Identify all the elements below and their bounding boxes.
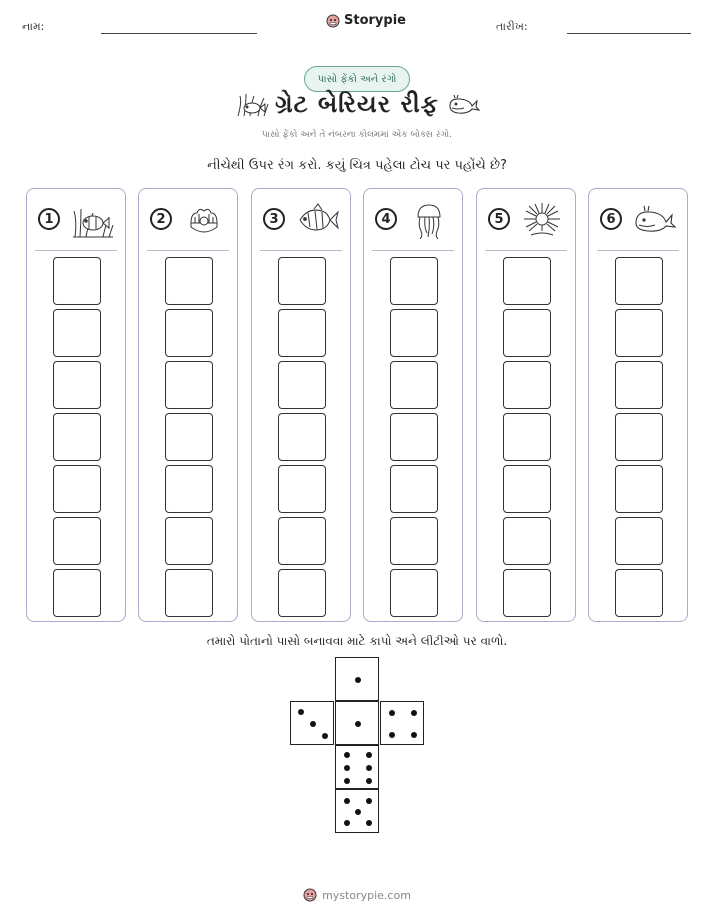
storypie-mascot-icon	[303, 888, 317, 902]
fish-icon	[294, 201, 340, 239]
column-divider	[260, 250, 342, 251]
dice-pip	[344, 765, 350, 771]
dice-pip	[366, 820, 372, 826]
page-title: ગ્રેટ બેરિયર રીફ	[275, 90, 439, 118]
name-line	[101, 33, 257, 34]
dice-pip	[344, 752, 350, 758]
color-box[interactable]	[165, 413, 213, 461]
color-box[interactable]	[390, 309, 438, 357]
name-label: નામ:	[22, 20, 45, 33]
dice-pip	[411, 710, 417, 716]
dice-face	[335, 789, 379, 833]
dice-pip	[366, 778, 372, 784]
column-header	[477, 189, 575, 251]
color-box[interactable]	[278, 309, 326, 357]
color-box[interactable]	[165, 517, 213, 565]
cut-fold-instruction: તમારો પોતાનો પાસો બનાવવા માટે કાપો અને લીટીઓ પર વાળો.	[206, 634, 508, 648]
column-number: 5	[488, 208, 510, 230]
color-box[interactable]	[390, 465, 438, 513]
color-box[interactable]	[53, 413, 101, 461]
column-number: 6	[600, 208, 622, 230]
color-box[interactable]	[615, 361, 663, 409]
color-box[interactable]	[615, 569, 663, 617]
dice-pip	[355, 809, 361, 815]
brand-logo	[326, 13, 406, 28]
color-box[interactable]	[278, 517, 326, 565]
whale-icon	[446, 94, 480, 116]
dice-pip	[366, 765, 372, 771]
clam-icon	[181, 201, 227, 239]
sea-anemone-fish-icon	[69, 201, 115, 239]
color-box[interactable]	[165, 257, 213, 305]
color-box[interactable]	[53, 517, 101, 565]
dice-pip	[366, 752, 372, 758]
color-box[interactable]	[615, 413, 663, 461]
color-box[interactable]	[165, 309, 213, 357]
color-box[interactable]	[53, 465, 101, 513]
dice-face	[290, 701, 334, 745]
color-box[interactable]	[503, 413, 551, 461]
dice-pip	[389, 732, 395, 738]
column-divider	[372, 250, 454, 251]
column-number: 1	[38, 208, 60, 230]
dice-pip	[344, 798, 350, 804]
column-divider	[147, 250, 229, 251]
color-box[interactable]	[53, 361, 101, 409]
color-box[interactable]	[278, 361, 326, 409]
column-number: 4	[375, 208, 397, 230]
dice-face	[335, 657, 379, 701]
color-box[interactable]	[503, 361, 551, 409]
footer-url[interactable]: mystorypie.com	[322, 888, 411, 902]
sea-anemone-icon	[519, 201, 565, 239]
dice-pip	[298, 709, 304, 715]
dice-column-1	[26, 188, 126, 622]
color-box[interactable]	[503, 257, 551, 305]
color-box[interactable]	[503, 569, 551, 617]
color-box[interactable]	[53, 309, 101, 357]
dice-face	[380, 701, 424, 745]
dice-pip	[355, 721, 361, 727]
question-text: નીચેથી ઉપર રંગ કરો. કયું ચિત્ર પહેલા ટોચ પર પહોંચે છે?	[207, 158, 507, 173]
color-box[interactable]	[615, 257, 663, 305]
color-box[interactable]	[390, 413, 438, 461]
dice-pip	[389, 710, 395, 716]
color-box[interactable]	[278, 413, 326, 461]
column-header	[27, 189, 125, 251]
color-box[interactable]	[390, 517, 438, 565]
dice-pip	[310, 721, 316, 727]
column-header	[252, 189, 350, 251]
dice-pip	[366, 798, 372, 804]
footer	[0, 888, 714, 902]
dice-face	[335, 745, 379, 789]
color-box[interactable]	[503, 309, 551, 357]
storypie-mascot-icon	[326, 14, 340, 28]
date-label: તારીખ:	[496, 20, 528, 33]
column-header	[364, 189, 462, 251]
column-divider	[35, 250, 117, 251]
dice-pip	[411, 732, 417, 738]
column-divider	[485, 250, 567, 251]
dice-column-6	[588, 188, 688, 622]
dice-face	[335, 701, 379, 745]
color-box[interactable]	[390, 569, 438, 617]
color-box[interactable]	[53, 569, 101, 617]
dice-column-4	[363, 188, 463, 622]
color-box[interactable]	[615, 465, 663, 513]
column-number: 3	[263, 208, 285, 230]
whale-icon	[631, 201, 677, 239]
brand-name: Storypie	[344, 13, 406, 28]
color-box[interactable]	[390, 257, 438, 305]
column-number: 2	[150, 208, 172, 230]
color-box[interactable]	[53, 257, 101, 305]
color-box[interactable]	[165, 361, 213, 409]
instruction-pill: પાસો ફેંકો અને રંગો	[304, 66, 410, 92]
color-box[interactable]	[390, 361, 438, 409]
color-box[interactable]	[278, 257, 326, 305]
dice-column-3	[251, 188, 351, 622]
dice-pip	[344, 778, 350, 784]
color-box[interactable]	[278, 569, 326, 617]
dice-pip	[322, 733, 328, 739]
page-subtitle: પાસો ફેંકો અને તે નંબરના કોલમમાં એક બોક્સ રંગો.	[261, 130, 453, 140]
dice-column-5	[476, 188, 576, 622]
column-divider	[597, 250, 679, 251]
color-box[interactable]	[615, 517, 663, 565]
color-box[interactable]	[615, 309, 663, 357]
dice-pip	[355, 677, 361, 683]
color-box[interactable]	[503, 517, 551, 565]
color-box[interactable]	[278, 465, 326, 513]
dice-pip	[344, 820, 350, 826]
date-line	[567, 33, 691, 34]
jellyfish-icon	[406, 201, 452, 239]
color-box[interactable]	[165, 465, 213, 513]
column-header	[139, 189, 237, 251]
column-header	[589, 189, 687, 251]
dice-column-2	[138, 188, 238, 622]
color-box[interactable]	[503, 465, 551, 513]
color-box[interactable]	[165, 569, 213, 617]
